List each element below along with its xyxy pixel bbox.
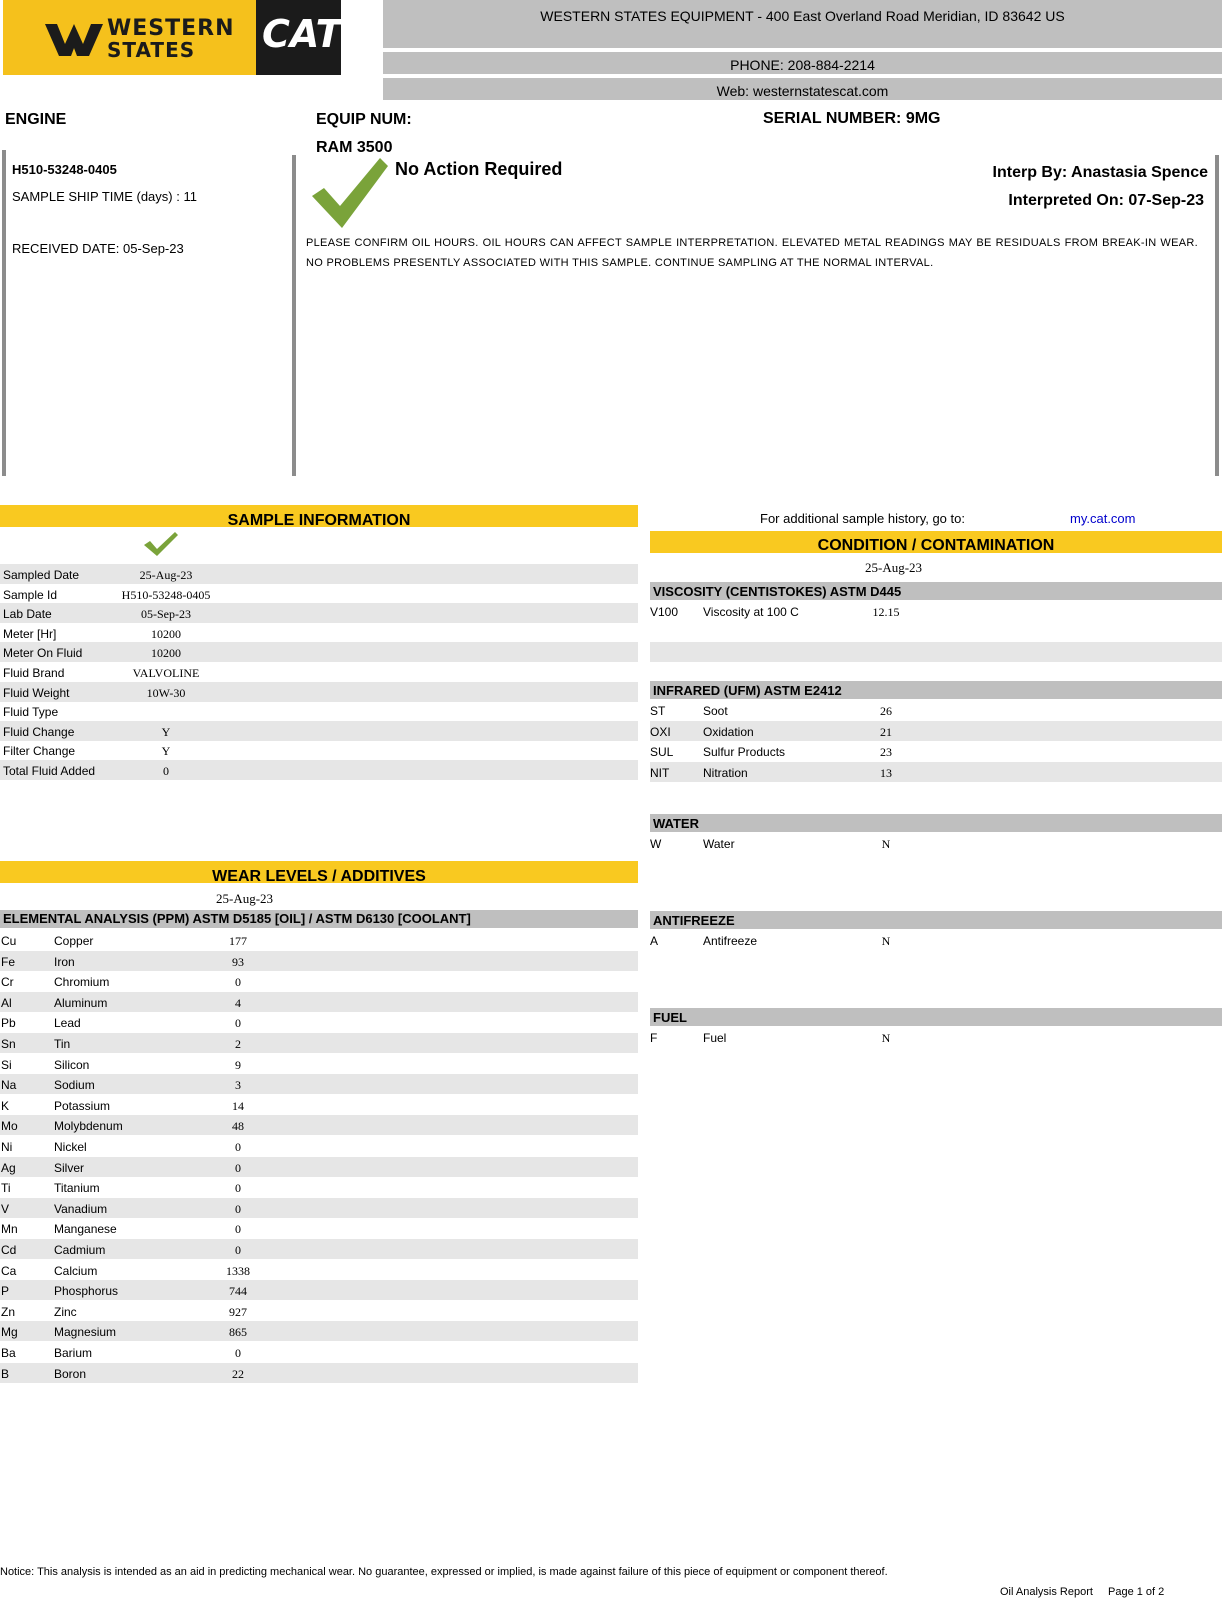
- table-row: [650, 930, 1222, 950]
- table-row: [650, 700, 1222, 720]
- element-value: 4: [235, 995, 241, 1010]
- element-value: 1338: [226, 1263, 250, 1278]
- table-row: [0, 1177, 638, 1197]
- element-code: Zn: [1, 1304, 16, 1319]
- element-name: Titanium: [54, 1181, 100, 1196]
- table-row: [0, 642, 638, 662]
- table-row: [0, 1321, 638, 1341]
- element-value: 177: [229, 934, 247, 948]
- sample-field-value: 25-Aug-23: [139, 568, 193, 582]
- address-bar: [383, 0, 1222, 48]
- table-row: [0, 1363, 638, 1383]
- element-code: Fe: [1, 954, 16, 969]
- company-address: WESTERN STATES EQUIPMENT - 400 East Overland Road Meridian, ID 83642 US: [540, 8, 1065, 24]
- element-name: Lead: [54, 1016, 81, 1031]
- web-bar: [383, 78, 1222, 100]
- param-value: N: [881, 1031, 891, 1045]
- element-value: 2: [235, 1037, 241, 1051]
- element-code: Mg: [1, 1325, 18, 1340]
- element-name: Barium: [54, 1346, 93, 1360]
- param-code: W: [650, 837, 662, 851]
- received-date: RECEIVED DATE: 05-Sep-23: [12, 241, 184, 256]
- left-divider: [2, 150, 6, 476]
- table-row: [0, 930, 638, 950]
- element-value: 9: [235, 1057, 241, 1072]
- sample-field-value: Y: [161, 744, 171, 759]
- footer-notice: Notice: This analysis is intended as an aid in predicting mechanical wear. No guarantee, expressed or implied, is made against failure of this piece of equipment or component thereof.: [0, 1566, 888, 1578]
- param-value: 13: [880, 765, 892, 780]
- element-name: Tin: [54, 1037, 71, 1051]
- element-value: 865: [229, 1325, 247, 1340]
- element-name: Silicon: [54, 1057, 90, 1072]
- cat-logo-text: CAT: [262, 12, 342, 56]
- table-row: [0, 1218, 638, 1238]
- phone-bar: [383, 52, 1222, 74]
- table-row: [0, 623, 638, 643]
- history-text: For additional sample history, go to:: [760, 511, 965, 526]
- table-row: [650, 1027, 1222, 1047]
- param-code: F: [650, 1031, 658, 1045]
- element-value: 48: [232, 1119, 244, 1134]
- element-value: 744: [229, 1284, 247, 1299]
- serial-number: SERIAL NUMBER: 9MG: [763, 110, 941, 127]
- table-row: [0, 1280, 638, 1300]
- sample-field-label: Lab Date: [3, 607, 52, 622]
- element-value: 0: [235, 1201, 241, 1216]
- table-row: [0, 1095, 638, 1115]
- sample-id-label: H510-53248-0405: [12, 162, 117, 177]
- param-name: Sulfur Products: [703, 745, 786, 760]
- element-name: Iron: [54, 954, 75, 969]
- logo-line-2: STATES: [107, 38, 196, 62]
- elemental-header: ELEMENTAL ANALYSIS (PPM) ASTM D5185 [OIL] / ASTM D6130 [COOLANT]: [0, 910, 638, 928]
- table-row: [0, 1033, 638, 1053]
- element-value: 0: [235, 1222, 241, 1237]
- element-code: Si: [1, 1057, 12, 1072]
- table-row: [0, 603, 638, 623]
- company-web: Web: westernstatescat.com: [716, 83, 889, 99]
- param-value: 23: [880, 745, 892, 760]
- company-phone: PHONE: 208-884-2214: [730, 57, 875, 73]
- table-row: [0, 1157, 638, 1177]
- element-code: B: [1, 1366, 10, 1381]
- element-name: Molybdenum: [54, 1119, 123, 1134]
- sample-field-value: VALVOLINE: [132, 666, 200, 680]
- element-name: Sodium: [54, 1078, 95, 1093]
- element-name: Silver: [54, 1160, 85, 1175]
- table-row: [650, 601, 1222, 621]
- element-code: Mn: [1, 1222, 18, 1237]
- element-code: Ca: [1, 1263, 17, 1278]
- logo-line-1: WESTERN: [107, 16, 235, 41]
- sample-field-label: Sample Id: [3, 587, 58, 602]
- wear-title: WEAR LEVELS / ADDITIVES: [212, 868, 426, 885]
- element-code: Na: [1, 1078, 17, 1093]
- infrared-header: INFRARED (UFM) ASTM E2412: [650, 681, 1222, 699]
- element-name: Copper: [54, 934, 94, 948]
- interp-by: Interp By: Anastasia Spence: [992, 164, 1208, 181]
- element-value: 0: [235, 1016, 241, 1031]
- table-row: [650, 762, 1222, 782]
- element-value: 0: [235, 1346, 241, 1360]
- sample-field-label: Fluid Type: [3, 705, 59, 720]
- equipment-model: RAM 3500: [316, 139, 393, 156]
- sample-field-value: H510-53248-0405: [121, 587, 211, 602]
- element-code: Sn: [1, 1037, 16, 1051]
- element-name: Calcium: [54, 1263, 98, 1278]
- antifreeze-header: ANTIFREEZE: [650, 911, 1222, 929]
- param-code: ST: [650, 704, 666, 718]
- table-row: [0, 1342, 638, 1362]
- sample-field-label: Meter On Fluid: [3, 646, 83, 661]
- sample-field-value: Y: [161, 724, 171, 739]
- element-code: Ni: [1, 1140, 13, 1154]
- element-value: 0: [235, 1243, 241, 1257]
- condition-date: 25-Aug-23: [865, 560, 923, 575]
- table-row: [0, 1115, 638, 1135]
- sample-field-label: Filter Change: [3, 744, 76, 759]
- element-name: Nickel: [54, 1140, 87, 1154]
- param-name: Antifreeze: [703, 934, 758, 948]
- sample-ship-time: SAMPLE SHIP TIME (days) : 11: [12, 189, 197, 204]
- element-code: Cu: [1, 934, 17, 948]
- element-value: 0: [235, 1181, 241, 1196]
- element-code: K: [1, 1098, 10, 1113]
- element-code: Al: [1, 995, 12, 1010]
- sample-info-title: SAMPLE INFORMATION: [227, 512, 411, 529]
- element-value: 3: [235, 1078, 241, 1093]
- element-value: 14: [232, 1098, 244, 1113]
- param-code: A: [650, 934, 659, 948]
- element-code: Cd: [1, 1243, 17, 1257]
- sample-field-value: 10200: [151, 646, 181, 661]
- element-value: 93: [232, 954, 244, 969]
- element-value: 0: [235, 1140, 241, 1154]
- element-code: Cr: [1, 975, 14, 990]
- element-name: Chromium: [54, 975, 110, 990]
- sample-field-value: 0: [163, 764, 169, 778]
- table-row: [0, 1198, 638, 1218]
- table-row: [650, 721, 1222, 741]
- fuel-header: FUEL: [650, 1008, 1222, 1026]
- cat-logo: [256, 0, 341, 75]
- sample-field-label: Fluid Weight: [3, 685, 70, 700]
- table-row: [0, 1260, 638, 1280]
- table-row: [0, 721, 638, 741]
- sample-check-icon: [143, 531, 179, 557]
- element-code: V: [1, 1201, 10, 1216]
- table-row: [0, 662, 638, 682]
- param-code: NIT: [650, 765, 670, 780]
- element-name: Manganese: [54, 1222, 117, 1237]
- table-row: [0, 992, 638, 1012]
- element-name: Boron: [54, 1366, 87, 1381]
- sample-field-label: Fluid Brand: [3, 666, 65, 680]
- middle-divider: [292, 155, 296, 476]
- param-code: V100: [650, 605, 679, 619]
- western-states-logo: [3, 0, 256, 75]
- element-name: Zinc: [54, 1304, 77, 1319]
- element-value: 927: [229, 1304, 247, 1319]
- sample-field-value: 05-Sep-23: [141, 607, 191, 622]
- param-value: 12.15: [872, 605, 900, 619]
- param-code: OXI: [650, 724, 671, 739]
- element-value: 0: [235, 1160, 241, 1175]
- element-value: 22: [232, 1366, 244, 1381]
- interpreted-on: Interpreted On: 07-Sep-23: [1008, 192, 1204, 209]
- table-row: [0, 682, 638, 702]
- table-row: [650, 741, 1222, 761]
- equip-num-label: EQUIP NUM:: [316, 111, 412, 128]
- company-logo: [3, 0, 341, 75]
- sample-field-label: Meter [Hr]: [3, 626, 57, 641]
- element-code: Ag: [1, 1160, 16, 1175]
- element-name: Cadmium: [54, 1243, 106, 1257]
- footer-report: Oil Analysis Report: [1000, 1586, 1093, 1598]
- wear-date: 25-Aug-23: [216, 891, 274, 906]
- status-text: No Action Required: [395, 159, 563, 179]
- table-row: [650, 833, 1222, 853]
- element-name: Phosphorus: [54, 1284, 119, 1299]
- param-value: N: [881, 837, 891, 851]
- param-value: 26: [880, 704, 892, 718]
- table-row: [0, 760, 638, 780]
- table-row: [0, 1239, 638, 1259]
- param-name: Viscosity at 100 C: [703, 605, 799, 619]
- element-name: Vanadium: [54, 1201, 108, 1216]
- param-value: N: [881, 934, 891, 948]
- param-name: Soot: [703, 704, 728, 718]
- table-row: [0, 1301, 638, 1321]
- table-row: [0, 1136, 638, 1156]
- table-row: [0, 971, 638, 991]
- element-code: Ba: [1, 1346, 16, 1360]
- sample-field-label: Fluid Change: [3, 724, 75, 739]
- element-name: Magnesium: [54, 1325, 117, 1340]
- element-code: Pb: [1, 1016, 16, 1031]
- ws-mark-icon: [45, 24, 103, 56]
- table-row: [0, 1074, 638, 1094]
- element-name: Aluminum: [54, 995, 108, 1010]
- table-row-spacer: [650, 642, 1222, 662]
- sample-field-value: 10200: [151, 626, 181, 641]
- element-code: P: [1, 1284, 10, 1299]
- param-name: Oxidation: [703, 724, 754, 739]
- water-header: WATER: [650, 814, 1222, 832]
- history-link[interactable]: my.cat.com: [1070, 511, 1136, 526]
- right-divider: [1215, 155, 1219, 476]
- element-value: 0: [235, 975, 241, 990]
- element-name: Potassium: [54, 1098, 111, 1113]
- compartment-label: ENGINE: [5, 111, 67, 128]
- table-row: [0, 1012, 638, 1032]
- sample-field-label: Sampled Date: [3, 568, 80, 582]
- table-row: [0, 564, 638, 584]
- sample-field-label: Total Fluid Added: [3, 764, 96, 778]
- table-row: [0, 701, 638, 721]
- table-row: [0, 951, 638, 971]
- param-name: Fuel: [703, 1031, 727, 1045]
- footer-page: Page 1 of 2: [1108, 1586, 1165, 1598]
- table-row: [0, 1054, 638, 1074]
- param-code: SUL: [650, 745, 674, 760]
- viscosity-header: VISCOSITY (CENTISTOKES) ASTM D445: [650, 582, 1222, 600]
- sample-field-value: 10W-30: [146, 685, 186, 700]
- recommendation-text: PLEASE CONFIRM OIL HOURS. OIL HOURS CAN AFFECT SAMPLE INTERPRETATION. ELEVATED METAL READINGS MAY BE RESIDUALS FROM BREAK-IN WEAR. NO PROBLEMS PRESENTLY ASSOCIATED WITH THIS SAMPLE. CONTINUE SAMPLING AT THE NORMAL INTERVAL.: [306, 237, 1198, 269]
- param-name: Water: [703, 837, 735, 851]
- element-code: Ti: [1, 1181, 11, 1196]
- param-name: Nitration: [703, 765, 748, 780]
- status-check-icon: [310, 156, 390, 230]
- condition-title: CONDITION / CONTAMINATION: [817, 537, 1055, 554]
- table-row: [0, 740, 638, 760]
- element-code: Mo: [1, 1119, 18, 1134]
- table-row: [0, 584, 638, 604]
- param-value: 21: [880, 724, 892, 739]
